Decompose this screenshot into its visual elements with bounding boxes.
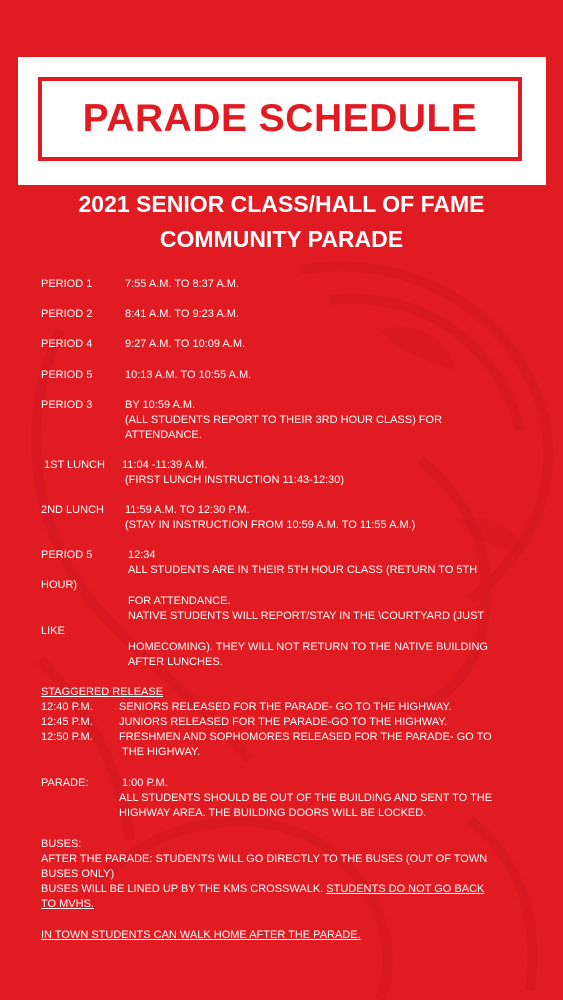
period-1-time: 7:55 A.M. TO 8:37 A.M. — [125, 278, 239, 290]
period-5b-label: PERIOD 5 — [41, 549, 93, 561]
buses-line-4: TO MVHS. — [41, 898, 94, 910]
period-5b-note-3: FOR ATTENDANCE. — [128, 595, 231, 607]
release-2-time: 12:45 P.M. — [41, 716, 93, 728]
period-3-time: BY 10:59 A.M. — [125, 399, 196, 411]
period-5b-note-5: LIKE — [41, 625, 65, 637]
parade-note-1: ALL STUDENTS SHOULD BE OUT OF THE BUILDING AND SENT TO THE — [119, 792, 493, 804]
period-5-time: 10:13 A.M. TO 10:55 A.M. — [125, 369, 252, 381]
period-1-label: PERIOD 1 — [41, 278, 93, 290]
staggered-release-heading: STAGGERED RELEASE — [41, 686, 164, 698]
lunch-1-note: (FIRST LUNCH INSTRUCTION 11:43-12:30) — [125, 474, 345, 486]
period-5b-note-6: HOMECOMING). THEY WILL NOT RETURN TO THE NATIVE BUILDING — [128, 641, 488, 653]
lunch-2-note: (STAY IN INSTRUCTION FROM 10:59 A.M. TO 11:55 A.M.) — [125, 519, 416, 531]
lunch-2-label: 2ND LUNCH — [41, 504, 104, 516]
in-town-note: IN TOWN STUDENTS CAN WALK HOME AFTER THE PARADE. — [41, 929, 361, 941]
release-3-time: 12:50 P.M. — [41, 731, 93, 743]
period-2-time: 8:41 A.M. TO 9:23 A.M. — [125, 308, 239, 320]
title-frame — [38, 77, 522, 161]
page-title: PARADE SCHEDULE — [82, 97, 478, 140]
buses-heading: BUSES: — [41, 838, 82, 850]
lunch-1-label: 1ST LUNCH — [44, 459, 105, 471]
lunch-1-time: 11:04 -11:39 A.M. — [122, 459, 208, 471]
period-5b-note-7: AFTER LUNCHES. — [128, 656, 223, 668]
period-4-time: 9:27 A.M. TO 10:09 A.M. — [125, 338, 246, 350]
subtitle-line-1: 2021 SENIOR CLASS/HALL OF FAME — [78, 191, 485, 217]
period-5b-note-1: ALL STUDENTS ARE IN THEIR 5TH HOUR CLASS (RETURN TO 5TH — [128, 564, 478, 576]
lunch-2-time: 11:59 A.M. TO 12:30 P.M. — [125, 504, 250, 516]
release-2-text: JUNIORS RELEASED FOR THE PARADE-GO TO THE HIGHWAY. — [119, 716, 448, 728]
period-3-label: PERIOD 3 — [41, 399, 93, 411]
buses-line-1: AFTER THE PARADE: STUDENTS WILL GO DIRECTLY TO THE BUSES (OUT OF TOWN — [41, 853, 488, 865]
period-5b-time: 12:34 — [128, 549, 156, 561]
parade-note-2: HIGHWAY AREA. THE BUILDING DOORS WILL BE LOCKED. — [119, 807, 427, 819]
parade-label: PARADE: — [41, 777, 89, 789]
buses-line-3 — [41, 882, 484, 897]
period-5b-note-2: HOUR) — [41, 579, 78, 591]
period-5-label: PERIOD 5 — [41, 369, 93, 381]
period-4-label: PERIOD 4 — [41, 338, 93, 350]
buses-line-2: BUSES ONLY) — [41, 868, 115, 880]
release-1-text: SENIORS RELEASED FOR THE PARADE- GO TO THE HIGHWAY. — [119, 701, 452, 713]
release-3-text-cont: THE HIGHWAY. — [122, 746, 201, 758]
release-3-text: FRESHMEN AND SOPHOMORES RELEASED FOR THE PARADE- GO TO — [119, 731, 492, 743]
buses-line-3-underlined: STUDENTS DO NOT GO BACK — [326, 883, 485, 895]
period-2-label: PERIOD 2 — [41, 308, 93, 320]
period-3-note-cont: ATTENDANCE. — [125, 429, 202, 441]
parade-time: 1:00 P.M. — [122, 777, 168, 789]
buses-line-3-plain: BUSES WILL BE LINED UP BY THE KMS CROSSWALK. — [41, 883, 327, 895]
subtitle-line-2: COMMUNITY PARADE — [159, 226, 404, 252]
release-1-time: 12:40 P.M. — [41, 701, 93, 713]
period-5b-note-4: NATIVE STUDENTS WILL REPORT/STAY IN THE \COURTYARD (JUST — [128, 610, 485, 622]
period-3-note: (ALL STUDENTS REPORT TO THEIR 3RD HOUR CLASS) FOR — [125, 414, 443, 426]
title-banner — [18, 57, 546, 185]
